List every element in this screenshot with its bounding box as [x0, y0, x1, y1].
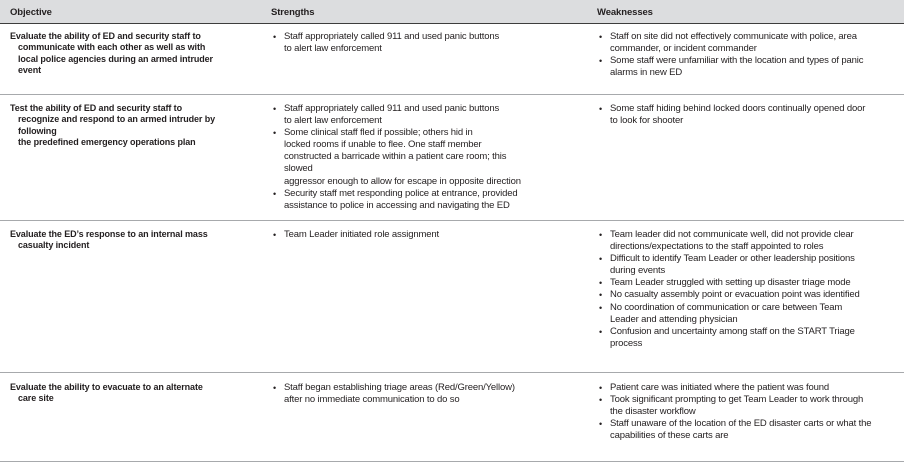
weaknesses-list: [597, 229, 897, 350]
header-rule: [0, 23, 904, 24]
list-item: • Staff unaware of the location of the ED disaster carts or what the capabilities of these carts are: [599, 418, 872, 442]
objective-cell: Test the ability of ED and security staff to recognize and respond to an armed intruder by following the predefined emergency operations plan: [10, 103, 216, 147]
list-item: • Some clinical staff fled if possible; others hid in locked rooms if unable to flee. One staff member constructed a barricade within a patient care room; this slowed aggressor enough to allow for escape in opposite direction: [273, 127, 521, 187]
strengths-list: [271, 103, 536, 212]
table-header: [0, 0, 904, 23]
weaknesses-list: [597, 31, 897, 79]
objective-cell: Evaluate the ability to evacuate to an alternate care site: [10, 382, 203, 404]
list-item: • No casualty assembly point or evacuation point was identified: [599, 289, 860, 301]
list-item: • No coordination of communication or care between Team Leader and attending physician: [599, 301, 843, 325]
list-item: • Staff began establishing triage areas (Red/Green/Yellow) after no immediate communication to do so: [273, 382, 515, 406]
header-strengths: Strengths: [271, 7, 315, 18]
list-item: • Difficult to identify Team Leader or other leadership positions during events: [599, 253, 855, 277]
header-weaknesses: Weaknesses: [597, 7, 653, 18]
strengths-list: [271, 382, 536, 406]
list-item: • Patient care was initiated where the patient was found: [599, 382, 829, 393]
row-divider: [0, 372, 904, 373]
list-item: • Team Leader struggled with setting up disaster triage mode: [599, 277, 851, 289]
objective-cell: Evaluate the ability of ED and security staff to communicate with each other as well as with local police agencies during an armed intruder event: [10, 31, 213, 75]
list-item: • Staff appropriately called 911 and used panic buttons to alert law enforcement: [273, 103, 500, 127]
weaknesses-list: [597, 103, 897, 127]
list-item: • Staff on site did not effectively communicate with police, area commander, or incident commander: [599, 31, 857, 55]
row-divider: [0, 461, 904, 462]
list-item: • Team leader did not communicate well, did not provide clear directions/expectations to the staff appointed to roles: [599, 229, 854, 253]
list-item: • Some staff were unfamiliar with the location and types of panic alarms in new ED: [599, 55, 864, 79]
strengths-list: [271, 31, 536, 55]
header-objective: Objective: [10, 7, 52, 18]
strengths-list: [271, 229, 536, 241]
row-divider: [0, 220, 904, 221]
list-item: • Confusion and uncertainty among staff on the START Triage process: [599, 325, 855, 349]
row-divider: [0, 94, 904, 95]
list-item: • Staff appropriately called 911 and used panic buttons to alert law enforcement: [273, 31, 500, 55]
list-item: • Team Leader initiated role assignment: [273, 229, 439, 240]
objective-cell: Evaluate the ED’s response to an internal mass casualty incident: [10, 229, 208, 251]
list-item: • Security staff met responding police at entrance, provided assistance to police in accessing and navigating the ED: [273, 187, 518, 211]
weaknesses-list: [597, 382, 897, 442]
list-item: • Took significant prompting to get Team Leader to work through the disaster workflow: [599, 394, 864, 418]
list-item: • Some staff hiding behind locked doors continually opened door to look for shooter: [599, 103, 866, 127]
